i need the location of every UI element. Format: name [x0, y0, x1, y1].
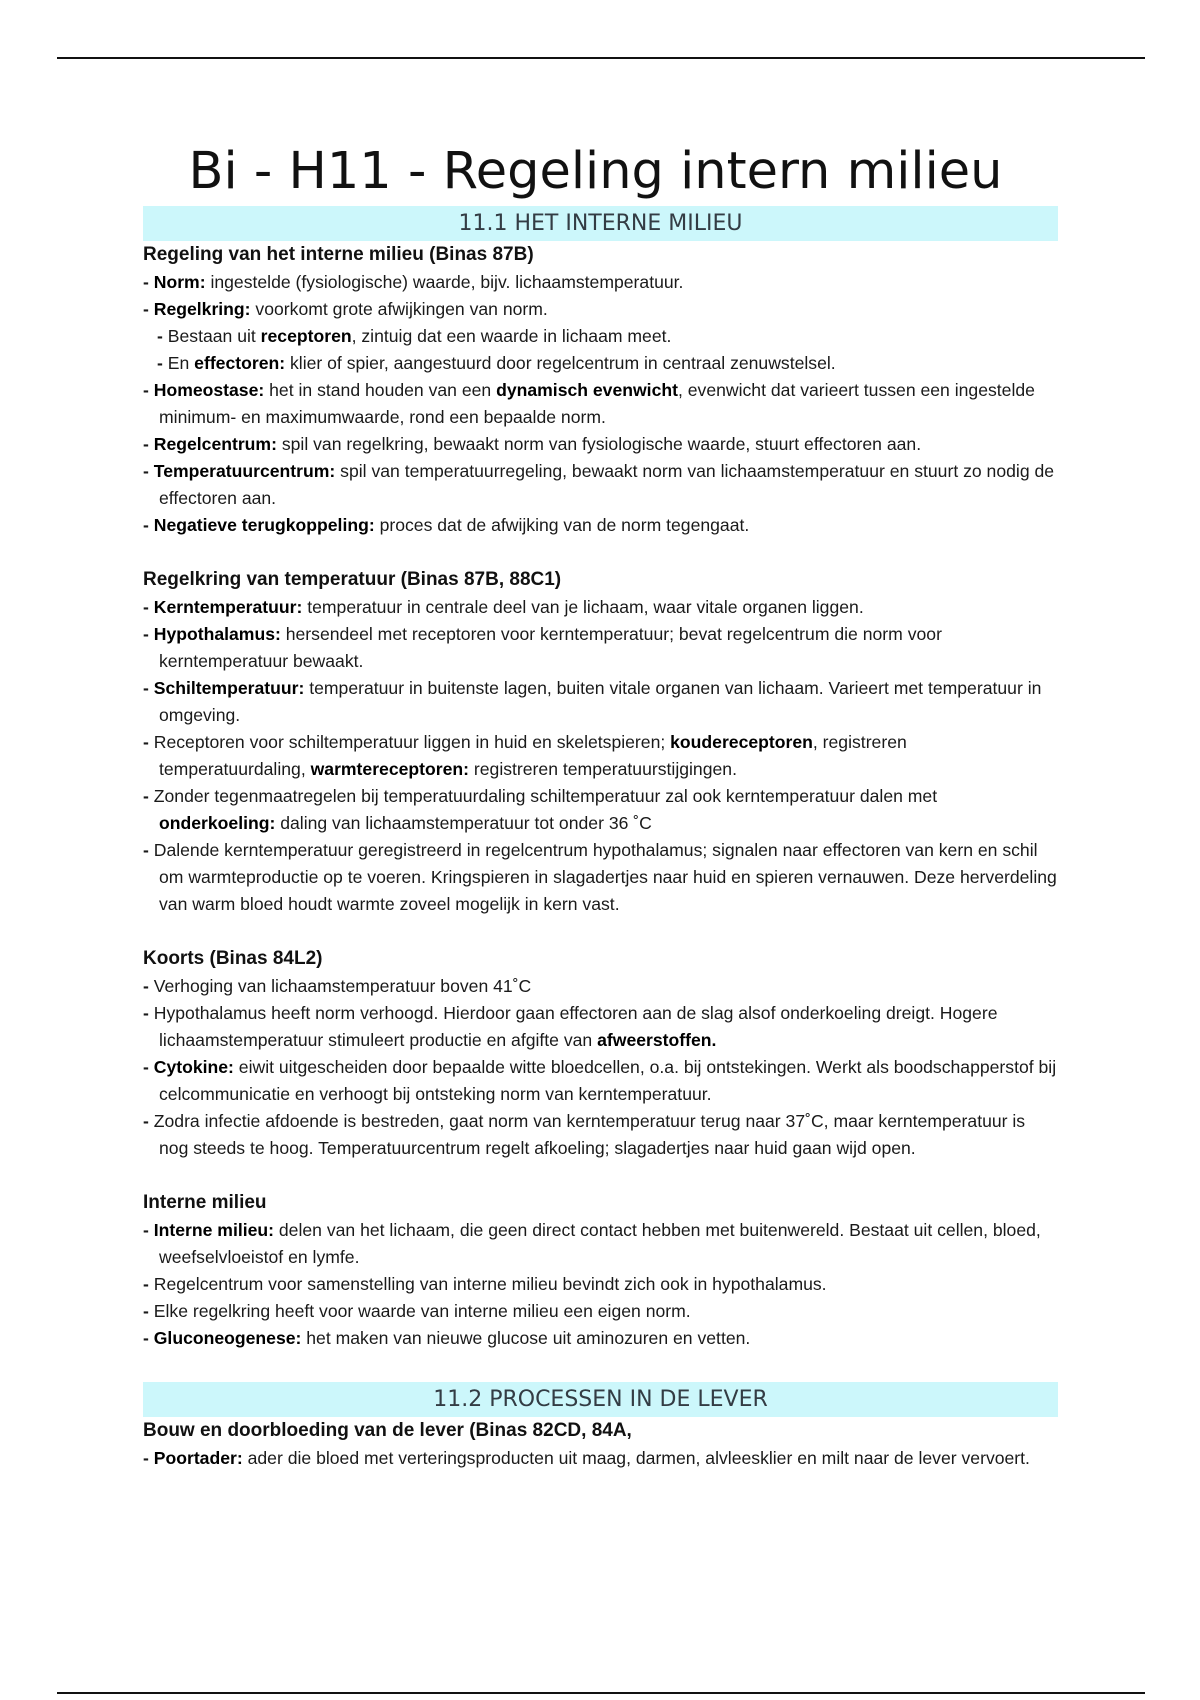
text: , registreren temperatuurdaling, — [159, 732, 907, 779]
subsection-heading: Bouw en doorbloeding van de lever (Binas 82CD, 84A, — [143, 1420, 632, 1441]
list-item — [143, 1445, 1058, 1472]
section-header: 11.1 HET INTERNE MILIEU — [143, 206, 1058, 241]
list-item — [143, 783, 1058, 837]
list-item — [143, 675, 1058, 729]
text: spil van regelkring, bewaakt norm van fysiologische waarde, stuurt effectoren aan. — [276, 434, 922, 454]
sections-container — [143, 206, 1058, 1472]
subsection-heading: Regelkring van temperatuur (Binas 87B, 88C1) — [143, 569, 562, 590]
text: delen van het lichaam, die geen direct contact hebben met buitenwereld. Bestaat uit cellen, bloed, weefselvloeistof en lymfe. — [159, 1220, 1041, 1267]
list-item — [143, 621, 1058, 675]
page-title: Bi - H11 - Regeling intern milieu — [188, 142, 1003, 201]
text: , zintuig dat een waarde in lichaam meet. — [351, 326, 672, 346]
text: registreren temperatuurstijgingen. — [469, 759, 737, 779]
term: dynamisch evenwicht — [496, 380, 678, 400]
term: receptoren — [260, 326, 352, 346]
bottom-rule — [57, 1692, 1145, 1694]
text: daling van lichaamstemperatuur tot onder 36 ˚C — [275, 813, 652, 833]
list-item — [143, 323, 1058, 350]
subsection-heading: Regeling van het interne milieu (Binas 87B) — [143, 244, 534, 265]
top-rule — [57, 57, 1145, 59]
term: Gluconeogenese: — [153, 1328, 302, 1348]
text: Regelcentrum voor samenstelling van interne milieu bevindt zich ook in hypothalamus. — [153, 1274, 827, 1294]
text: het in stand houden van een — [264, 380, 497, 400]
term: Schiltemperatuur: — [153, 678, 305, 698]
text: Dalende kerntemperatuur geregistreerd in regelcentrum hypothalamus; signalen naar effectoren van kern en schil om warmteproductie op te voeren. Kringspieren in slagadertjes naar huid en spieren vernauwen. Deze herverdeling van warm bloed houdt warmte zoveel mogelijk in kern vast. — [153, 840, 1057, 914]
text: Bestaan uit — [167, 326, 261, 346]
term: warmtereceptoren: — [310, 759, 469, 779]
term: onderkoeling: — [159, 813, 276, 833]
term: Regelcentrum: — [153, 434, 277, 454]
bullet-list — [143, 973, 1058, 1162]
term: Interne milieu: — [153, 1220, 274, 1240]
list-item — [143, 594, 1058, 621]
list-item — [143, 1271, 1058, 1298]
text: ader die bloed met verteringsproducten uit maag, darmen, alvleesklier en milt naar de lever vervoert. — [242, 1448, 1030, 1468]
text: Zonder tegenmaatregelen bij temperatuurdaling schiltemperatuur zal ook kerntemperatuur dalen met — [153, 786, 938, 806]
bullet-list — [143, 1445, 1058, 1472]
list-item — [143, 269, 1058, 296]
spacer — [143, 1162, 1058, 1189]
section-header: 11.2 PROCESSEN IN DE LEVER — [143, 1382, 1058, 1417]
term: Temperatuurcentrum: — [153, 461, 336, 481]
bullet-list — [143, 1217, 1058, 1352]
text: het maken van nieuwe glucose uit aminozuren en vetten. — [301, 1328, 751, 1348]
text: Elke regelkring heeft voor waarde van interne milieu een eigen norm. — [153, 1301, 691, 1321]
document-body — [143, 138, 1058, 1472]
term: Regelkring: — [153, 299, 251, 319]
subsection-heading: Koorts (Binas 84L2) — [143, 948, 323, 969]
term: koudereceptoren — [670, 732, 813, 752]
list-item — [143, 1108, 1058, 1162]
text: klier of spier, aangestuurd door regelcentrum in centraal zenuwstelsel. — [285, 353, 836, 373]
text: temperatuur in centrale deel van je lichaam, waar vitale organen liggen. — [302, 597, 864, 617]
text: , evenwicht dat varieert tussen een ingestelde minimum- en maximumwaarde, rond een bepaalde norm. — [159, 380, 1035, 427]
list-item — [143, 296, 1058, 323]
text: hersendeel met receptoren voor kerntemperatuur; bevat regelcentrum die norm voor kerntemperatuur bewaakt. — [159, 624, 942, 671]
list-item — [143, 431, 1058, 458]
text: Zodra infectie afdoende is bestreden, gaat norm van kerntemperatuur terug naar 37˚C, maar kerntemperatuur is nog steeds te hoog. Temperatuurcentrum regelt afkoeling; slagadertjes naar huid gaan wijd open. — [153, 1111, 1026, 1158]
term: Cytokine: — [153, 1057, 234, 1077]
list-item — [143, 973, 1058, 1000]
list-item — [143, 350, 1058, 377]
text: ingestelde (fysiologische) waarde, bijv. lichaamstemperatuur. — [205, 272, 684, 292]
spacer — [143, 539, 1058, 566]
list-item — [143, 458, 1058, 512]
term: Poortader: — [153, 1448, 243, 1468]
text: Hypothalamus heeft norm verhoogd. Hierdoor gaan effectoren aan de slag alsof onderkoeling dreigt. Hogere lichaamstemperatuur stimuleert productie en afgifte van — [153, 1003, 998, 1050]
list-item — [143, 1325, 1058, 1352]
list-item — [143, 1000, 1058, 1054]
list-item — [143, 512, 1058, 539]
spacer — [143, 1352, 1058, 1382]
bullet-list — [143, 269, 1058, 539]
subsection-heading: Interne milieu — [143, 1192, 267, 1213]
text: En — [167, 353, 195, 373]
text: eiwit uitgescheiden door bepaalde witte bloedcellen, o.a. bij ontstekingen. Werkt als boodschapperstof bij celcommunicatie en verhoogt bij ontsteking norm van kerntemperatuur. — [159, 1057, 1057, 1104]
term: Negatieve terugkoppeling: — [153, 515, 375, 535]
spacer — [143, 918, 1058, 945]
list-item — [143, 1217, 1058, 1271]
list-item — [143, 837, 1058, 918]
text: temperatuur in buitenste lagen, buiten vitale organen van lichaam. Varieert met temperatuur in omgeving. — [159, 678, 1042, 725]
text: spil van temperatuurregeling, bewaakt norm van lichaamstemperatuur en stuurt zo nodig de effectoren aan. — [159, 461, 1055, 508]
list-item — [143, 729, 1058, 783]
term: Kerntemperatuur: — [153, 597, 303, 617]
bullet-list — [143, 594, 1058, 918]
term: Homeostase: — [153, 380, 265, 400]
term: effectoren: — [194, 353, 286, 373]
list-item — [143, 1298, 1058, 1325]
text: voorkomt grote afwijkingen van norm. — [250, 299, 548, 319]
list-item — [143, 1054, 1058, 1108]
text: Receptoren voor schiltemperatuur liggen in huid en skeletspieren; — [153, 732, 671, 752]
term: Norm: — [153, 272, 206, 292]
text: proces dat de afwijking van de norm tegengaat. — [374, 515, 750, 535]
text: Verhoging van lichaamstemperatuur boven 41˚C — [153, 976, 532, 996]
list-item — [143, 377, 1058, 431]
term: Hypothalamus: — [153, 624, 281, 644]
term: afweerstoffen. — [597, 1030, 717, 1050]
